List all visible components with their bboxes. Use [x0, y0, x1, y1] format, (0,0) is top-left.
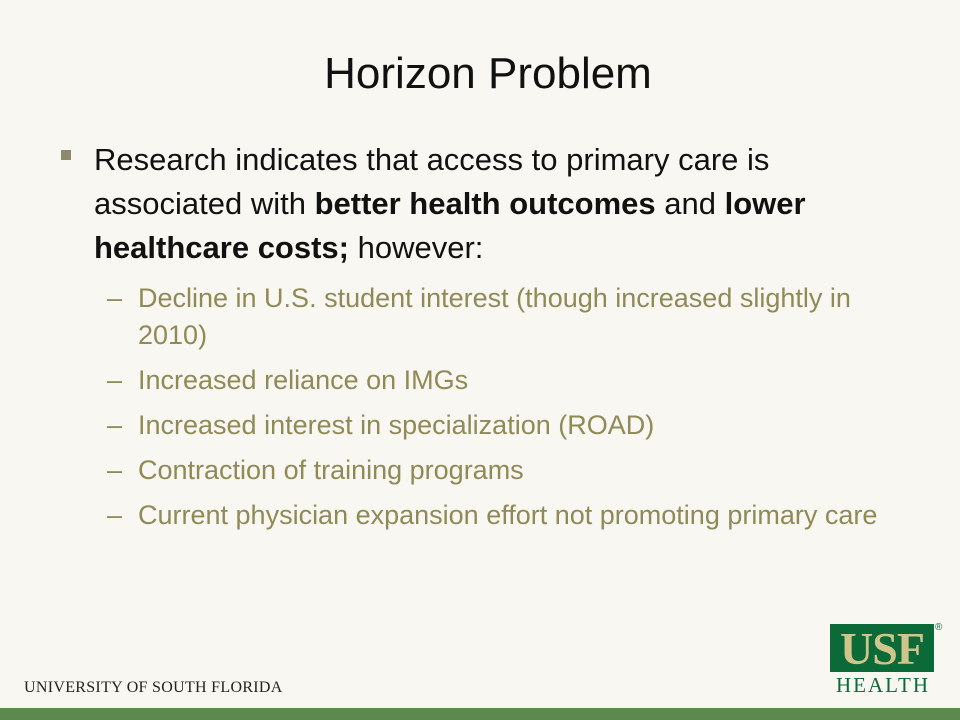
sub-bullet-list	[104, 280, 898, 534]
sub-bullet	[104, 362, 898, 399]
sub-bullet-text: Decline in U.S. student interest (though increased slightly in 2010)	[138, 283, 851, 350]
bullet-list	[58, 138, 898, 542]
main-bullet	[58, 138, 898, 270]
sub-bullet	[104, 407, 898, 444]
sub-bullet	[104, 497, 898, 534]
registered-icon: ®	[935, 622, 943, 633]
square-bullet-icon	[61, 150, 71, 160]
sub-bullet-text: Contraction of training programs	[138, 455, 524, 485]
main-bullet-bold-2: lower healthcare costs;	[94, 186, 806, 265]
main-bullet-text-3: however:	[349, 230, 484, 265]
sub-bullet-text: Increased interest in specialization (ROAD)	[138, 410, 655, 440]
dash-bullet-icon: –	[107, 410, 123, 440]
dash-bullet-icon: –	[107, 283, 123, 313]
sub-bullet-text: Current physician expansion effort not promoting primary care	[138, 500, 878, 530]
university-name: UNIVERSITY OF SOUTH FLORIDA	[24, 679, 283, 696]
logo-usf-text: USF	[840, 623, 924, 674]
dash-bullet-icon: –	[107, 365, 123, 395]
sub-bullet-text: Increased reliance on IMGs	[138, 365, 469, 395]
bottom-bar	[0, 708, 960, 720]
dash-bullet-icon: –	[107, 500, 123, 530]
usf-health-logo	[830, 622, 943, 697]
sub-bullet	[104, 280, 898, 354]
sub-bullet	[104, 452, 898, 489]
main-bullet-text-2: and	[655, 186, 725, 221]
logo-health-text: HEALTH	[835, 673, 931, 697]
dash-bullet-icon: –	[107, 455, 123, 485]
slide-title: Horizon Problem	[324, 49, 652, 98]
main-bullet-text-1: Research indicates that access to primary care is associated with	[94, 142, 770, 221]
main-bullet-bold-1: better health outcomes	[314, 186, 656, 221]
